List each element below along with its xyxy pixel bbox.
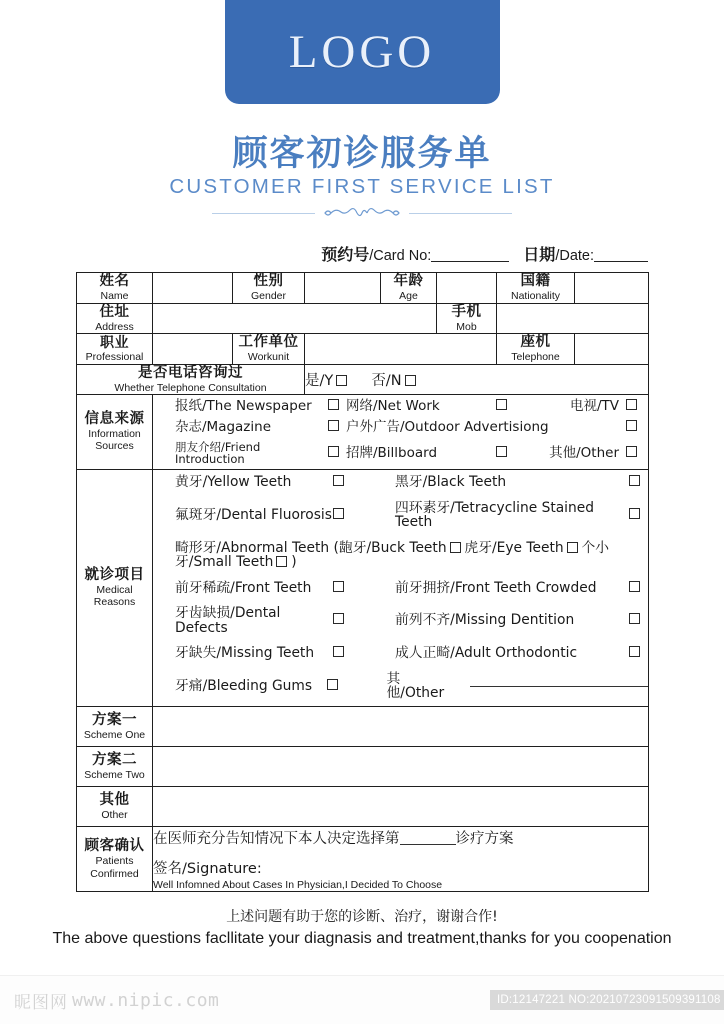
input-name[interactable]: [153, 273, 233, 303]
info-magazine-label: 杂志/Magazine: [175, 418, 272, 435]
checkbox-tetracycline-stained-teeth[interactable]: [629, 508, 640, 519]
ornament-line-left: [212, 213, 315, 214]
label-professional-en: Professional: [85, 351, 144, 364]
label-gender: [233, 273, 305, 303]
card-no-label-cn: 预约号: [321, 245, 370, 265]
signature-label: 签名/Signature:: [153, 860, 262, 877]
input-mob[interactable]: [497, 303, 649, 333]
medical-tetracycline-label: 四环素牙/Tetracycline Stained Teeth: [395, 499, 595, 531]
watermark-bar: [0, 975, 724, 1024]
checkbox-newspaper[interactable]: [328, 399, 339, 410]
label-patients-confirmed-en: Patients Confirmed: [90, 855, 139, 880]
date-label-cn: 日期: [523, 245, 556, 265]
label-info-sources: [77, 395, 153, 469]
label-medical-reasons-cn: 就诊项目: [84, 566, 145, 583]
label-scheme-one-cn: 方案一: [92, 711, 137, 728]
label-workunit-en: Workunit: [247, 351, 290, 364]
label-name-cn: 姓名: [99, 273, 130, 290]
date-input[interactable]: [594, 261, 648, 262]
label-address-cn: 住址: [99, 303, 130, 320]
input-age[interactable]: [437, 273, 497, 303]
label-nationality-en: Nationality: [510, 290, 561, 303]
info-source-row: [153, 416, 648, 437]
watermark-id: ID:12147221 NO:20210723091509391108: [490, 990, 724, 1010]
label-scheme-one: [77, 706, 153, 746]
nipic-logo-icon: 昵图网: [14, 992, 68, 1013]
label-address-en: Address: [95, 320, 134, 333]
medical-black-teeth-label: 黑牙/Black Teeth: [395, 474, 507, 491]
checkbox-billboard[interactable]: [496, 446, 507, 457]
service-form-table: [76, 272, 649, 892]
label-nationality: [497, 273, 575, 303]
confirm-decision-prefix: 在医师充分告知情况下本人决定选择第: [153, 830, 400, 847]
label-telephone-cn: 座机: [520, 334, 551, 351]
card-no-label-en: /Card No:: [369, 248, 432, 265]
checkbox-adult-orthodontic[interactable]: [629, 646, 640, 657]
checkbox-bleeding-gums[interactable]: [327, 679, 338, 690]
divider-ornament: [212, 206, 512, 220]
checkbox-dental-fluorosis[interactable]: [333, 508, 344, 519]
logo-header: [0, 0, 724, 104]
label-scheme-other: [77, 786, 153, 826]
logo-text: LOGO: [288, 25, 436, 78]
input-scheme-two[interactable]: [153, 746, 649, 786]
card-date-line: [0, 242, 648, 265]
info-sources-options: [153, 395, 649, 469]
title-english: CUSTOMER FIRST SERVICE LIST: [169, 175, 555, 199]
checkbox-missing-teeth[interactable]: [333, 646, 344, 657]
medical-abnormal-suffix: ): [291, 554, 297, 571]
checkbox-consultation-no[interactable]: [405, 375, 416, 386]
input-medical-other[interactable]: [470, 686, 648, 687]
medical-small-teeth-label: 个小牙/Small Teeth: [175, 539, 610, 571]
confirm-decision-suffix: 诊疗方案: [455, 830, 514, 847]
checkbox-buck-teeth[interactable]: [450, 542, 461, 553]
checkbox-friend-introduction[interactable]: [328, 446, 339, 457]
medical-row: [153, 601, 648, 641]
watermark-site-url: www.nipic.com: [72, 989, 220, 1011]
medical-eye-teeth-label: 虎牙/Eye Teeth: [464, 539, 564, 556]
medical-row: [153, 575, 648, 600]
info-source-row: [153, 395, 648, 416]
consultation-yes-label: 是/Y: [305, 372, 334, 389]
label-patients-confirmed-cn: 顾客确认: [84, 838, 145, 855]
confirm-decision-line: [153, 827, 648, 848]
label-medical-reasons: [77, 469, 153, 706]
table-row-work: [77, 334, 649, 364]
medical-yellow-teeth-label: 黄牙/Yellow Teeth: [175, 474, 292, 491]
checkbox-tv[interactable]: [626, 399, 637, 410]
footer-text-en: The above questions facllitate your diagnasis and treatment,thanks for you coopenation: [52, 929, 672, 947]
ornament-line-right: [409, 213, 512, 214]
checkbox-dental-defects[interactable]: [333, 613, 344, 624]
table-row-scheme-other: [77, 786, 649, 826]
info-network-label: 网络/Net Work: [346, 397, 440, 414]
label-consultation-cn: 是否电话咨询过: [138, 364, 243, 381]
consultation-options: [305, 364, 649, 394]
medical-abnormal-prefix: 畸形牙/Abnormal Teeth (龅牙/Buck Teeth: [175, 539, 447, 556]
footer-text-cn: 上述问题有助于您的诊断、治疗，谢谢合作!: [226, 908, 498, 925]
medical-row: [153, 641, 648, 666]
checkbox-outdoor-advertising[interactable]: [626, 420, 637, 431]
label-consultation-en: Whether Telephone Consultation: [114, 381, 267, 394]
info-other-label: 其他/Other: [549, 445, 619, 461]
label-scheme-one-en: Scheme One: [83, 728, 146, 741]
label-info-sources-cn: 信息来源: [84, 410, 145, 427]
label-professional: [77, 334, 153, 364]
label-nationality-cn: 国籍: [520, 273, 551, 290]
label-patients-confirmed: [77, 826, 153, 891]
info-tv-label: 电视/TV: [569, 397, 619, 414]
input-scheme-other[interactable]: [153, 786, 649, 826]
page-title: [0, 134, 724, 220]
input-workunit[interactable]: [305, 334, 497, 364]
label-telephone: [497, 334, 575, 364]
label-gender-en: Gender: [250, 290, 287, 303]
label-mob: [437, 303, 497, 333]
checkbox-network[interactable]: [496, 399, 507, 410]
signature-note: Well Infomned About Cases In Physician,I Decided To Choose: [153, 878, 443, 891]
label-scheme-two-cn: 方案二: [92, 751, 137, 768]
label-gender-cn: 性别: [253, 273, 284, 290]
table-row-scheme-two: [77, 746, 649, 786]
label-age: [381, 273, 437, 303]
medical-fluorosis-label: 氟斑牙/Dental Fluorosis: [175, 506, 332, 523]
medical-front-teeth-crowded-label: 前牙拥挤/Front Teeth Crowded: [395, 579, 597, 596]
label-scheme-other-cn: 其他: [99, 791, 130, 808]
patients-confirmed-content: [153, 826, 649, 891]
checkbox-front-teeth[interactable]: [333, 581, 344, 592]
label-consultation: [77, 364, 305, 394]
medical-other-label: 其他/Other: [386, 670, 445, 701]
medical-reasons-options: [153, 469, 649, 706]
label-professional-cn: 职业: [100, 334, 129, 351]
checkbox-black-teeth[interactable]: [629, 475, 640, 486]
info-source-row: [153, 438, 648, 469]
checkbox-missing-dentition[interactable]: [629, 613, 640, 624]
table-row-scheme-one: [77, 706, 649, 746]
medical-bleeding-gums-label: 牙痛/Bleeding Gums: [175, 677, 313, 694]
label-scheme-two-en: Scheme Two: [84, 768, 145, 781]
label-mob-cn: 手机: [451, 303, 482, 320]
table-row-address: [77, 303, 649, 333]
label-info-sources-en: Information Sources: [88, 428, 141, 453]
label-workunit-cn: 工作单位: [238, 334, 299, 351]
medical-missing-dentition-label: 前列不齐/Missing Dentition: [395, 612, 575, 629]
input-gender[interactable]: [305, 273, 381, 303]
label-workunit: [233, 334, 305, 364]
input-professional[interactable]: [153, 334, 233, 364]
info-newspaper-label: 报纸/The Newspaper: [175, 397, 312, 414]
consultation-no-label: 否/N: [371, 372, 402, 389]
input-chosen-scheme[interactable]: [400, 844, 456, 845]
info-outdoor-label: 户外广告/Outdoor Advertisiong: [346, 418, 549, 435]
info-friend-label: 朋友介绍/Friend Introduction: [175, 440, 261, 467]
checkbox-eye-teeth[interactable]: [567, 542, 578, 553]
form-footer: [0, 906, 724, 948]
medical-row: [153, 495, 648, 535]
table-row-identity: [77, 273, 649, 303]
card-no-input[interactable]: [431, 261, 509, 262]
label-age-cn: 年龄: [393, 273, 424, 290]
medical-row: [153, 470, 648, 495]
label-scheme-other-en: Other: [101, 808, 128, 821]
medical-dental-defects-label: 牙齿缺损/Dental Defects: [175, 605, 281, 636]
medical-adult-orthodontic-label: 成人正畸/Adult Orthodontic: [395, 645, 578, 662]
label-medical-reasons-en: Medical Reasons: [93, 584, 136, 609]
input-nationality[interactable]: [575, 273, 649, 303]
checkbox-info-other[interactable]: [626, 446, 637, 457]
title-chinese: 顾客初诊服务单: [232, 134, 492, 174]
medical-row-abnormal: [153, 535, 648, 575]
info-billboard-label: 招牌/Billboard: [346, 445, 438, 461]
input-telephone[interactable]: [575, 334, 649, 364]
label-name-en: Name: [100, 290, 129, 303]
table-row-patients-confirmed: [77, 826, 649, 891]
table-row-medical-reasons: [77, 469, 649, 706]
medical-row: [153, 666, 648, 706]
medical-front-teeth-label: 前牙稀疏/Front Teeth: [175, 579, 312, 596]
input-scheme-one[interactable]: [153, 706, 649, 746]
input-address[interactable]: [153, 303, 437, 333]
checkbox-yellow-teeth[interactable]: [333, 475, 344, 486]
label-telephone-en: Telephone: [511, 351, 560, 364]
date-label-en: /Date:: [555, 248, 594, 265]
logo-box: [225, 0, 500, 104]
table-row-consultation: [77, 364, 649, 394]
checkbox-small-teeth[interactable]: [276, 556, 287, 567]
label-address: [77, 303, 153, 333]
medical-missing-teeth-label: 牙缺失/Missing Teeth: [175, 645, 315, 662]
label-scheme-two: [77, 746, 153, 786]
checkbox-front-teeth-crowded[interactable]: [629, 581, 640, 592]
watermark-brand: [14, 988, 219, 1013]
label-mob-en: Mob: [456, 320, 477, 333]
label-age-en: Age: [399, 290, 418, 303]
flourish-icon: [319, 206, 405, 220]
checkbox-magazine[interactable]: [328, 420, 339, 431]
table-row-info-sources: [77, 395, 649, 469]
label-name: [77, 273, 153, 303]
checkbox-consultation-yes[interactable]: [336, 375, 347, 386]
